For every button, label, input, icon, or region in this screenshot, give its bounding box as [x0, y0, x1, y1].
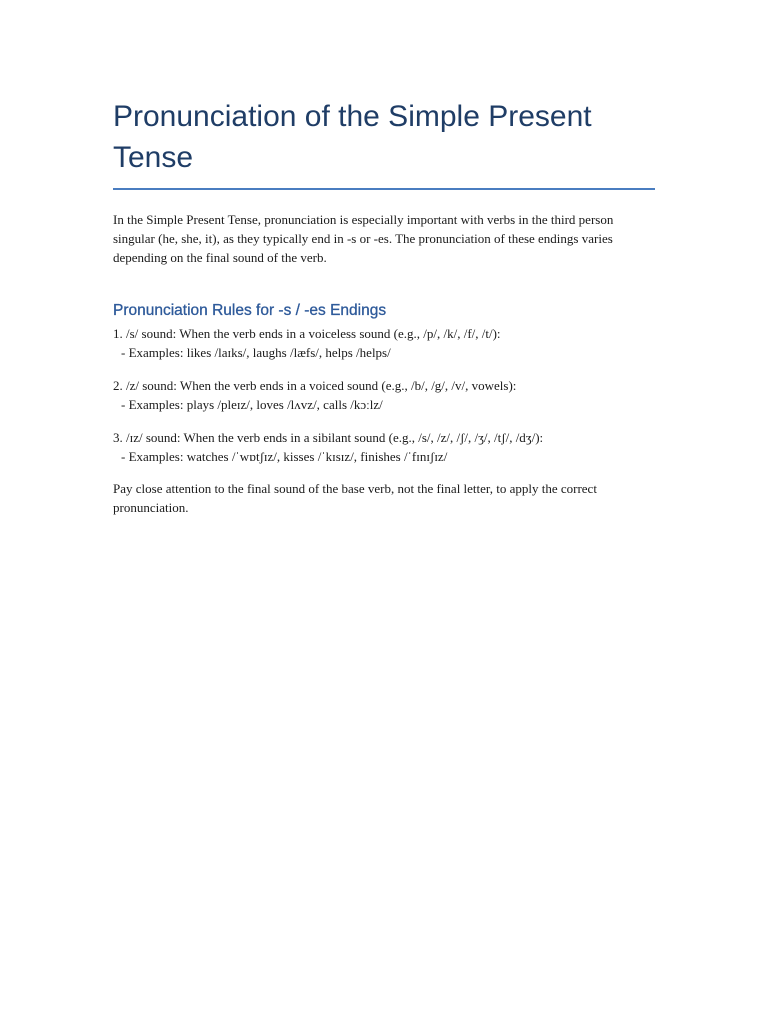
rule-text: 1. /s/ sound: When the verb ends in a voiceless sound (e.g., /p/, /k/, /f/, /t/):	[113, 326, 501, 341]
section-heading: Pronunciation Rules for -s / -es Endings	[113, 302, 387, 319]
title-underline	[113, 188, 655, 190]
rule-item	[113, 376, 655, 414]
rule-examples: - Examples: likes /laɪks/, laughs /læfs/, helps /helps/	[121, 345, 391, 360]
document-page	[113, 96, 655, 530]
closing-paragraph: Pay close attention to the final sound of the base verb, not the final letter, to apply the correct pronunciation.	[113, 481, 597, 515]
rule-examples: - Examples: watches /ˈwɒtʃɪz/, kisses /ˈkɪsɪz/, finishes /ˈfɪnɪʃɪz/	[121, 449, 448, 464]
page-title: Pronunciation of the Simple Present Tense	[113, 100, 592, 174]
rule-text: 3. /ɪz/ sound: When the verb ends in a sibilant sound (e.g., /s/, /z/, /ʃ/, /ʒ/, /tʃ/, /dʒ/):	[113, 430, 544, 445]
rule-item	[113, 324, 655, 362]
rule-item	[113, 428, 655, 466]
intro-paragraph: In the Simple Present Tense, pronunciation is especially important with verbs in the third person singular (he, she, it), as they typically end in -s or -es. The pronunciation of these endings varies depending on the final sound of the verb.	[113, 212, 614, 265]
rule-text: 2. /z/ sound: When the verb ends in a voiced sound (e.g., /b/, /g/, /v/, vowels):	[113, 378, 517, 393]
rule-examples: - Examples: plays /pleɪz/, loves /lʌvz/, calls /kɔːlz/	[121, 397, 383, 412]
